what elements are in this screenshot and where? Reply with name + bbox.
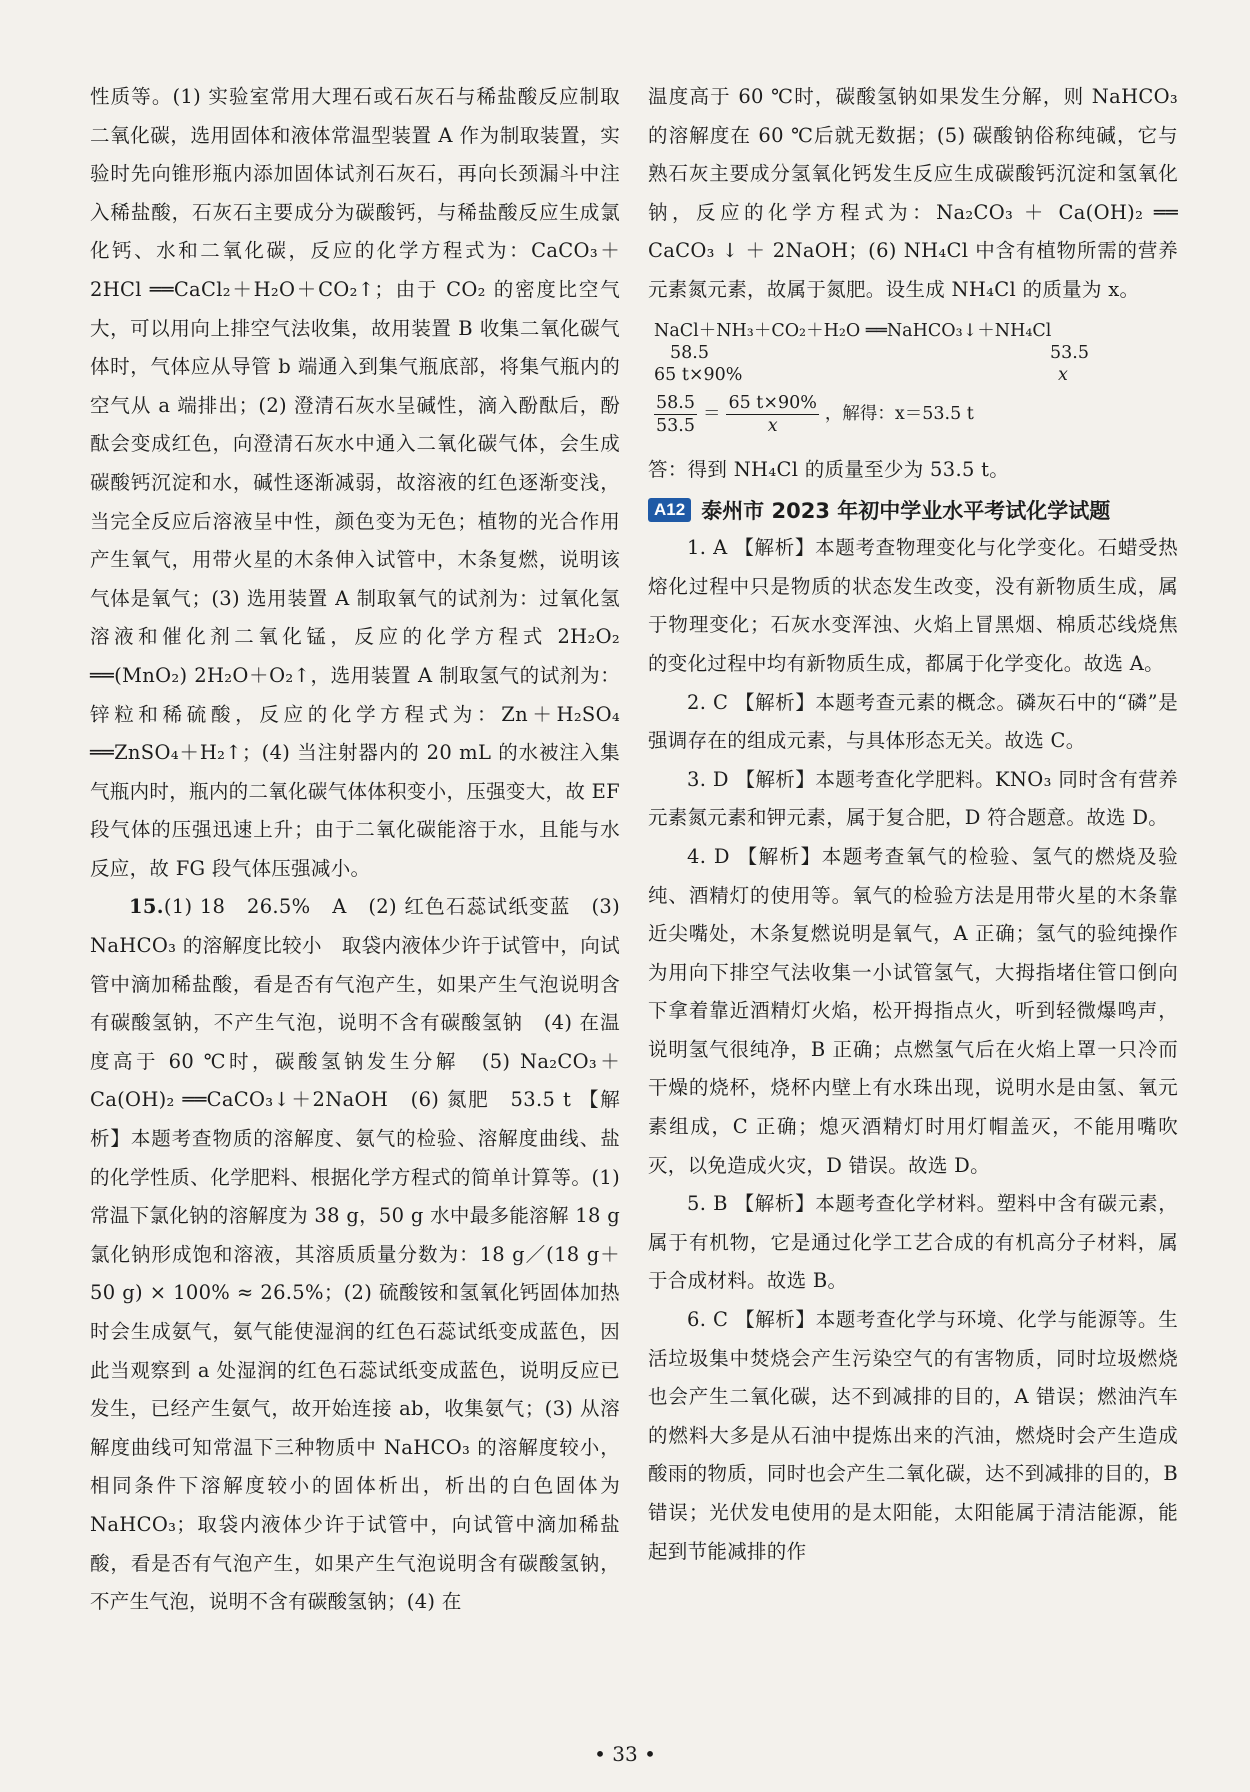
- answer-q2: 2. C 【解析】本题考查元素的概念。磷灰石中的“磷”是强调存在的组成元素，与具体形态无关。故选 C。: [648, 690, 1178, 753]
- calculation-block: [648, 320, 1178, 437]
- fraction-left: $\frac{58.5}{53.5}$: [656, 392, 695, 436]
- answer-line: 答：得到 NH₄Cl 的质量至少为 53.5 t。: [648, 457, 1010, 481]
- chemical-equation: NaCl＋NH₃＋CO₂＋H₂O ══NaHCO₃↓＋NH₄Cl: [654, 320, 1052, 341]
- paragraph-q15-continued: 温度高于 60 ℃时，碳酸氢钠如果发生分解，则 NaHCO₃ 的溶解度在 60 ℃后就无数据；(5) 碳酸钠俗称纯碱，它与熟石灰主要成分氢氧化钙发生反应生成碳酸钙沉淀和氢氧化钠，反应的化学方程式为：Na₂CO₃ ＋ Ca(OH)₂ ══ CaCO₃ ↓ ＋ 2NaOH；(6) NH₄Cl 中含有植物所需的营养元素氮元素，故属于氮肥。设生成 NH₄Cl 的质量为 x。: [648, 85, 1178, 301]
- solve-result: ，解得：x＝53.5 t: [824, 404, 974, 425]
- page-number: • 33 •: [594, 1742, 656, 1766]
- calc-unknown-x: x: [1058, 364, 1068, 385]
- proportion-line: $\frac{58.5}{53.5}$ ＝ $\frac{65 t\times 90\%}{x}$ ，解得：x＝53.5 t: [656, 392, 974, 436]
- answer-q6: 6. C 【解析】本题考查化学与环境、化学与能源等。生活垃圾集中焚烧会产生污染空气的有害物质，同时垃圾燃烧也会产生二氧化碳，达不到减排的目的，A 错误；燃油汽车的燃料大多是从石油中提炼出来的汽油，燃烧时会产生造成酸雨的物质，同时也会产生二氧化碳，达不到减排的目的，B 错误；光伏发电使用的是太阳能，太阳能属于清洁能源，能起到节能减排的作: [648, 1308, 1178, 1563]
- fraction-right: $\frac{65 t\times 90\%}{x}$: [728, 392, 817, 436]
- question-number: 15.: [129, 895, 164, 919]
- right-column: [648, 78, 1178, 1622]
- question-15-text: (1) 18 26.5% A (2) 红色石蕊试纸变蓝 (3) NaHCO₃ 的溶解度比较小 取袋内液体少许于试管中，向试管中滴加稀盐酸，看是否有气泡产生，如果产生气泡说明含有碳酸氢钠，不产生气泡，说明不含有碳酸氢钠 (4) 在温度高于 60 ℃时，碳酸氢钠发生分解 (5) Na₂CO₃＋Ca(OH)₂ ══CaCO₃↓＋2NaOH (6) 氮肥 53.5 t 【解析】本题考查物质的溶解度、氨气的检验、溶解度曲线、盐的化学性质、化学肥料、根据化学方程式的简单计算等。(1) 常温下氯化钠的溶解度为 38 g，50 g 水中最多能溶解 18 g 氯化钠形成饱和溶液，其溶质质量分数为：18 g／(18 g＋50 g) × 100% ≈ 26.5%；(2) 硫酸铵和氢氧化钙固体加热时会生成氨气，氨气能使湿润的红色石蕊试纸变成蓝色，因此当观察到 a 处湿润的红色石蕊试纸变成蓝色，说明反应已发生，已经产生氨气，故开始连接 ab，收集氨气；(3) 从溶解度曲线可知常温下三种物质中 NaHCO₃ 的溶解度较小，相同条件下溶解度较小的固体析出，析出的白色固体为 NaHCO₃；取袋内液体少许于试管中，向试管中滴加稀盐酸，看是否有气泡产生，如果产生气泡说明含有碳酸氢钠，不产生气泡，说明不含有碳酸氢钠；(4) 在: [90, 895, 620, 1614]
- section-badge: A12: [648, 498, 691, 522]
- two-column-body: [90, 78, 1196, 1622]
- left-column: [90, 78, 620, 1622]
- calc-mass-nh4cl: 53.5: [1050, 342, 1089, 363]
- answer-q4: 4. D 【解析】本题考查氧气的检验、氢气的燃烧及验纯、酒精灯的使用等。氧气的检验方法是用带火星的木条靠近尖嘴处，木条复燃说明是氧气，A 正确；氢气的验纯操作为用向下排空气法收集一小试管氢气，大拇指堵住管口倒向下拿着靠近酒精灯火焰，松开拇指点火，听到轻微爆鸣声，说明氢气很纯净，B 正确；点燃氢气后在火焰上罩一只冷而干燥的烧杯，烧杯内壁上有水珠出现，说明水是由氢、氧元素组成，C 正确；熄灭酒精灯时用灯帽盖灭，不能用嘴吹灭，以免造成火灾，D 错误。故选 D。: [648, 844, 1178, 1177]
- paragraph-q15: [90, 888, 620, 1621]
- section-heading: [648, 495, 1178, 525]
- calc-given-mass: 65 t×90%: [654, 364, 743, 385]
- answer-q1: 1. A 【解析】本题考查物理变化与化学变化。石蜡受热熔化过程中只是物质的状态发生改变，没有新物质生成，属于物理变化；石灰水变浑浊、火焰上冒黑烟、棉质芯线烧焦的变化过程中均有新物质生成，都属于化学变化。故选 A。: [648, 536, 1178, 675]
- calc-mass-nacl: 58.5: [670, 342, 709, 363]
- answer-q3: 3. D 【解析】本题考查化学肥料。KNO₃ 同时含有营养元素氮元素和钾元素，属于复合肥，D 符合题意。故选 D。: [648, 767, 1178, 830]
- paragraph-q14-continued: 性质等。(1) 实验室常用大理石或石灰石与稀盐酸反应制取二氧化碳，选用固体和液体常温型装置 A 作为制取装置，实验时先向锥形瓶内添加固体试剂石灰石，再向长颈漏斗中注入稀盐酸，石灰石主要成分为碳酸钙，与稀盐酸反应生成氯化钙、水和二氧化碳，反应的化学方程式为：CaCO₃＋2HCl ══CaCl₂＋H₂O＋CO₂↑；由于 CO₂ 的密度比空气大，可以用向上排空气法收集，故用装置 B 收集二氧化碳气体时，气体应从导管 b 端通入到集气瓶底部，将集气瓶内的空气从 a 端排出；(2) 澄清石灰水呈碱性，滴入酚酞后，酚酞会变成红色，向澄清石灰水中通入二氧化碳气体，会生成碳酸钙沉淀和水，碱性逐渐减弱，故溶液的红色逐渐变浅，当完全反应后溶液呈中性，颜色变为无色；植物的光合作用产生氧气，用带火星的木条伸入试管中，木条复燃，说明该气体是氧气；(3) 选用装置 A 制取氧气的试剂为：过氧化氢溶液和催化剂二氧化锰，反应的化学方程式 2H₂O₂ ══(MnO₂) 2H₂O＋O₂↑，选用装置 A 制取氢气的试剂为：锌粒和稀硫酸，反应的化学方程式为：Zn＋H₂SO₄ ══ZnSO₄＋H₂↑；(4) 当注射器内的 20 mL 的水被注入集气瓶内时，瓶内的二氧化碳气体体积变小，压强变大，故 EF 段气体的压强迅速上升；由于二氧化碳能溶于水，且能与水反应，故 FG 段气体压强减小。: [90, 85, 620, 880]
- section-title: 泰州市 2023 年初中学业水平考试化学试题: [701, 499, 1111, 524]
- answer-q5: 5. B 【解析】本题考查化学材料。塑料中含有碳元素，属于有机物，它是通过化学工艺合成的有机高分子材料，属于合成材料。故选 B。: [648, 1192, 1178, 1293]
